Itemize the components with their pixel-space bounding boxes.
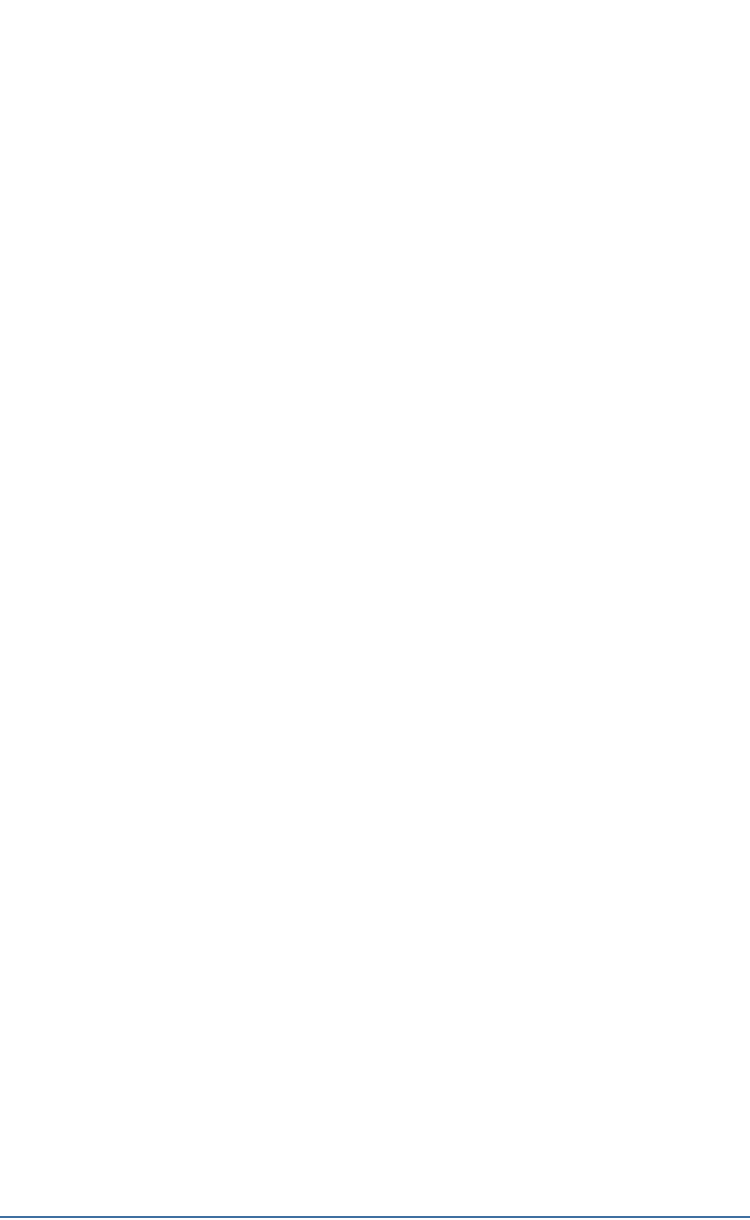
bottom-divider xyxy=(0,1216,750,1218)
color-order-area xyxy=(0,794,750,1214)
